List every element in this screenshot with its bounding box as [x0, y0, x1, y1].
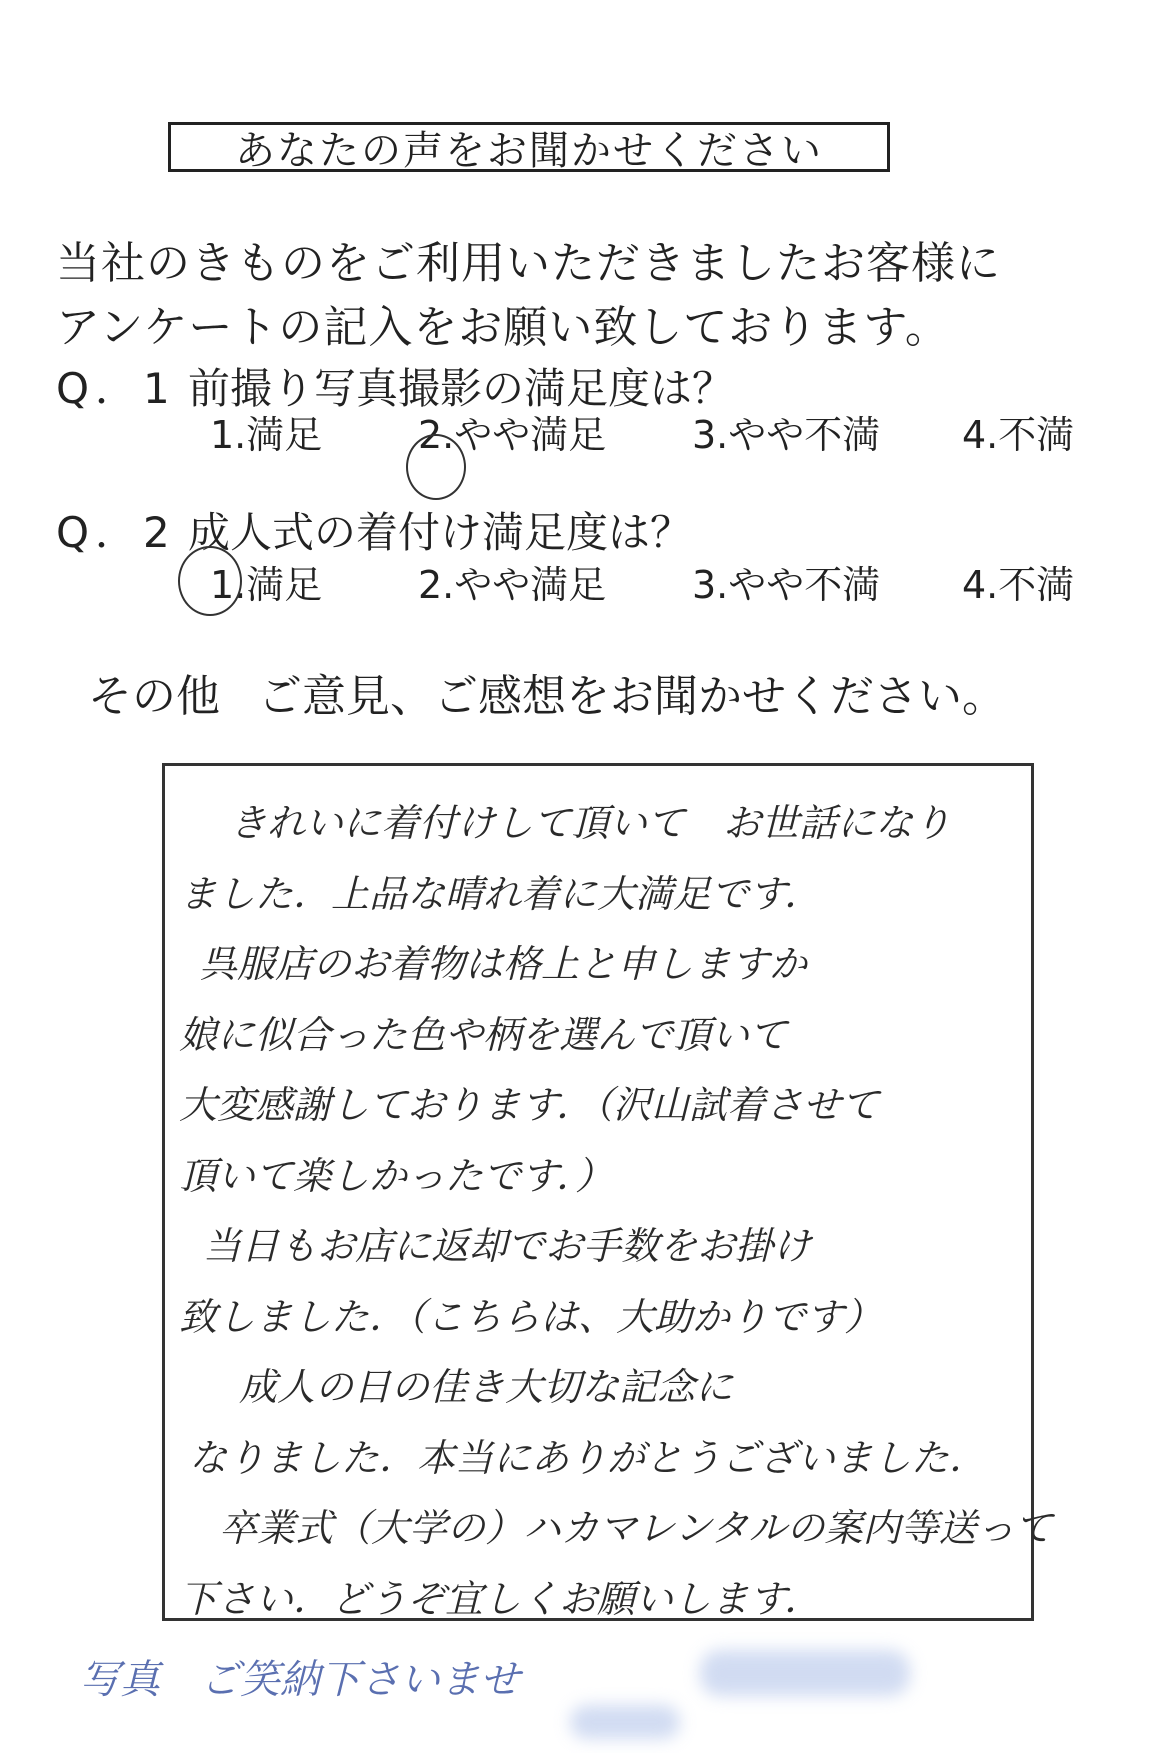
- question-1-options: [0, 404, 1161, 457]
- other-prompt: ご意見、ご感想をお聞かせください。: [258, 671, 1006, 722]
- question-number: Q．1: [56, 364, 176, 413]
- intro-line: アンケートの記入をお願い致しております。: [56, 302, 950, 353]
- question-number: Q．2: [56, 508, 176, 557]
- option-satisfied[interactable]: 1.満足: [210, 413, 323, 457]
- redacted-signature: [700, 1650, 910, 1696]
- survey-title: あなたの声をお聞かせください: [168, 122, 890, 172]
- redacted-name: [570, 1705, 680, 1739]
- option-somewhat-satisfied[interactable]: 2.やや満足: [418, 563, 607, 607]
- comment-line: ました．上品な晴れ着に大満足です．: [179, 871, 822, 916]
- comment-line: 頂いて楽しかったです．）: [179, 1153, 613, 1198]
- comment-line: 娘に似合った色や柄を選んで頂いて: [179, 1012, 788, 1057]
- option-somewhat-dissatisfied[interactable]: 3.やや不満: [692, 413, 881, 457]
- other-label: その他: [88, 671, 220, 722]
- comment-box[interactable]: [162, 763, 1053, 1621]
- comment-line: 下さい．どうぞ宜しくお願いします．: [179, 1576, 822, 1621]
- option-satisfied[interactable]: 1.満足: [210, 563, 323, 607]
- comment-line: なりました．本当にありがとうございました．: [189, 1435, 988, 1480]
- footer-handwritten-note: 写真 ご笑納下さいませ: [80, 1657, 520, 1703]
- comment-line: 呉服店のお着物は格上と申しますか: [199, 942, 808, 986]
- option-dissatisfied[interactable]: 4.不満: [962, 563, 1075, 607]
- other-comments-prompt: [88, 660, 1006, 724]
- comment-line: 大変感謝しております．（沢山試着させて: [179, 1083, 879, 1127]
- comment-line: きれいに着付けして頂いて お世話になり: [229, 801, 952, 845]
- comment-line: 致しました．（こちらは、大助かりです）: [179, 1294, 883, 1339]
- option-dissatisfied[interactable]: 4.不満: [962, 413, 1075, 457]
- comment-line: 当日もお店に返却でお手数をお掛け: [203, 1224, 812, 1268]
- selection-circle-q2: [178, 546, 242, 616]
- question-text: 成人式の着付け満足度は？: [188, 508, 693, 557]
- option-somewhat-satisfied[interactable]: 2.やや満足: [418, 413, 607, 457]
- comment-line: 卒業式（大学の）ハカマレンタルの案内等送って: [219, 1506, 1053, 1550]
- question-text: 前撮り写真撮影の満足度は？: [188, 364, 735, 413]
- comment-line: 成人の日の佳き大切な記念に: [239, 1365, 734, 1409]
- intro-line: 当社のきものをご利用いただきましたお客様に: [56, 238, 1001, 289]
- handwritten-comment: [179, 788, 1053, 1634]
- selection-circle-q1: [406, 434, 466, 500]
- intro-text: [56, 232, 1116, 360]
- question-2-options: [0, 554, 1161, 607]
- option-somewhat-dissatisfied[interactable]: 3.やや不満: [692, 563, 881, 607]
- question-2: [56, 500, 692, 560]
